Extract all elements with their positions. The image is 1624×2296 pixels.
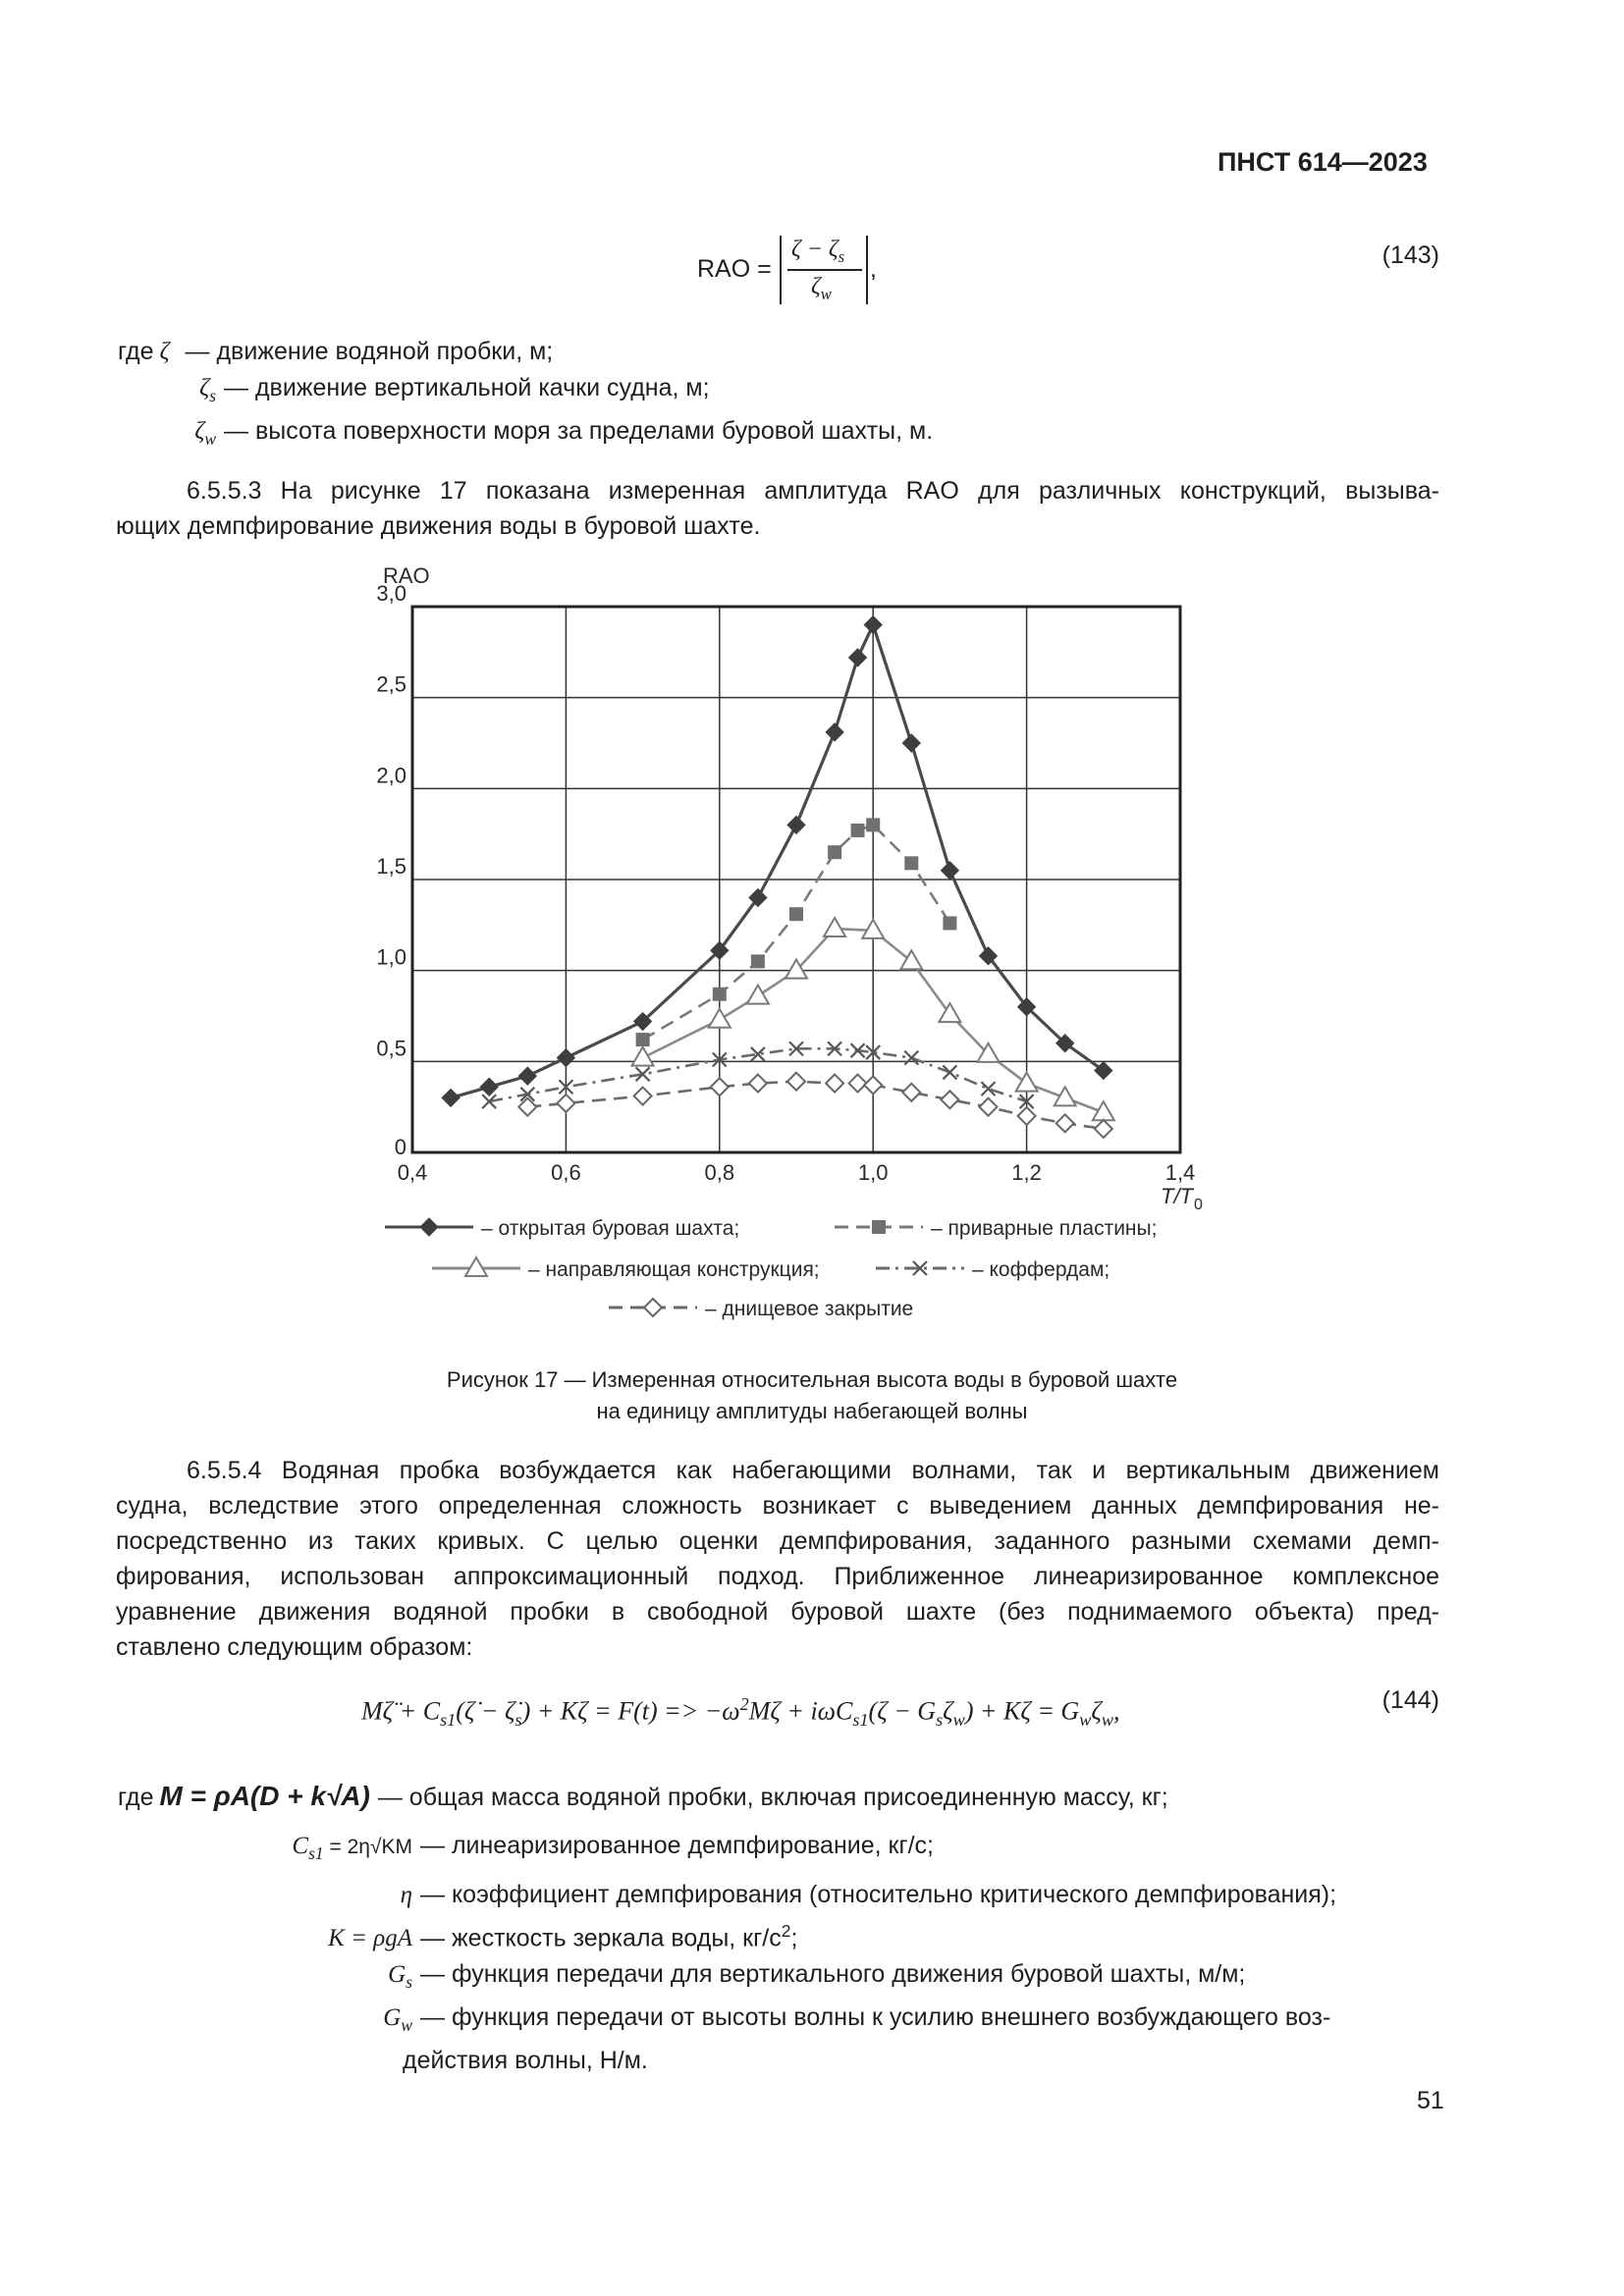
x-axis-label: T/T xyxy=(1161,1184,1193,1208)
data-point xyxy=(902,1084,920,1101)
where-list-1 xyxy=(118,334,933,456)
paragraph-6-5-5-4 xyxy=(116,1453,1439,1665)
y-tick-label: 0 xyxy=(394,1135,406,1159)
data-point xyxy=(1055,1087,1076,1105)
legend-label: – днищевое закрытие xyxy=(705,1298,914,1320)
x-tick-label: 1,4 xyxy=(1164,1160,1196,1185)
legend-label: – открытая буровая шахта; xyxy=(481,1217,740,1240)
data-point xyxy=(826,1075,843,1093)
data-point xyxy=(900,950,922,969)
data-point xyxy=(904,856,918,870)
definition-text: — функция передачи от высоты волны к усилию внешнего возбуждающего воз- xyxy=(420,2003,1331,2032)
definition-row xyxy=(118,1956,1336,2000)
definition-row xyxy=(118,1779,1336,1828)
data-point xyxy=(864,616,882,634)
data-point xyxy=(828,845,841,859)
data-point xyxy=(1095,1120,1112,1138)
caption-line: на единицу амплитуды набегающей волны xyxy=(596,1399,1028,1423)
definition-row xyxy=(118,2000,1336,2043)
data-point xyxy=(787,816,805,833)
data-point xyxy=(787,1073,805,1091)
data-point xyxy=(941,862,958,880)
data-point xyxy=(749,1075,767,1093)
zeta-symbol: ζ xyxy=(791,237,801,262)
data-point xyxy=(866,818,880,831)
data-point xyxy=(851,824,865,837)
y-tick-label: 1,0 xyxy=(376,944,406,970)
symbol: $G_w$ xyxy=(383,2004,412,2036)
where-intro: где xyxy=(118,338,154,365)
data-point xyxy=(518,1067,536,1085)
definition-continuation: действия волны, Н/м. xyxy=(403,2047,648,2075)
data-point xyxy=(1056,1114,1074,1132)
definition-text: — жесткость зеркала воды, $кг/с^2$; xyxy=(420,1921,798,1952)
definition-text: — общая масса водяной пробки, включая присоединенную массу, кг; xyxy=(377,1784,1168,1811)
data-point xyxy=(1018,1107,1036,1125)
definition-text: — движение вертикальной качки судна, м; xyxy=(224,374,710,401)
symbol: K = ρgA xyxy=(328,1925,412,1952)
series-line xyxy=(643,825,950,1040)
fraction-line xyxy=(787,269,862,271)
definition-text: — функция передачи для вертикального движения буровой шахты, м/м; xyxy=(420,1960,1246,1989)
symbol: η xyxy=(400,1882,412,1908)
data-point xyxy=(980,1098,998,1116)
legend-label: – направляющая конструкция; xyxy=(528,1258,820,1281)
equation-144: Mζ̈ + $C_{s1}(\zetȧ$ − $\zetȧ_s) + K\zeta = F(t) => -\omega^2M\zeta + i\omega C_{s1}(\zeta - G_s\zeta_w) + K\zeta = G_w\zeta_w$, xyxy=(361,1694,1120,1730)
data-point xyxy=(982,1082,996,1095)
data-point xyxy=(634,1088,652,1105)
y-tick-label: 2,5 xyxy=(376,671,406,697)
definition-text: — движение водяной пробки, м; xyxy=(185,338,554,365)
paragraph-line: ставлено следующим образом: xyxy=(116,1633,473,1661)
legend-marker xyxy=(644,1299,662,1316)
data-point xyxy=(789,907,803,921)
eq143-numerator xyxy=(791,236,844,271)
paragraph-line: уравнение движения водяной пробки в свободной буровой шахте (без поднимаемого объекта) пред- xyxy=(116,1598,1439,1626)
x-tick-label: 0,8 xyxy=(704,1160,735,1185)
definition-row xyxy=(118,334,933,370)
paragraph-line: 6.5.5.4 Водяная пробка возбуждается как набегающими волнами, так и вертикальным движением xyxy=(187,1457,1439,1484)
symbol: M = ρA(D + k√A) xyxy=(159,1781,370,1811)
subscript: w xyxy=(820,284,832,303)
definition-text: — коэффициент демпфирования (относительно критического демпфирования); xyxy=(420,1881,1337,1908)
data-point xyxy=(1016,1073,1038,1092)
data-point xyxy=(751,954,765,968)
document-code: ПНСТ 614—2023 xyxy=(1218,147,1428,177)
data-point xyxy=(557,1049,574,1067)
data-point xyxy=(943,1065,956,1079)
where-intro: где xyxy=(118,1784,154,1811)
definition-text: — высота поверхности моря за пределами буровой шахты, м. xyxy=(224,417,934,445)
zeta-symbol: ζ xyxy=(811,274,821,299)
minus-symbol: − xyxy=(800,237,829,262)
data-point xyxy=(636,1033,650,1046)
symbol: $C_{s1} = 2\eta√KM$ xyxy=(292,1833,412,1863)
eq143-comma: , xyxy=(870,255,877,283)
data-point xyxy=(826,723,843,741)
data-point xyxy=(557,1095,574,1112)
data-point xyxy=(902,734,920,752)
data-point xyxy=(904,1051,918,1065)
abs-bar-right xyxy=(866,236,868,304)
data-point xyxy=(943,916,956,930)
data-point xyxy=(1093,1101,1114,1120)
definition-row xyxy=(118,413,933,456)
data-point xyxy=(864,1076,882,1094)
paragraph-line: посредственно из таких кривых. С целью оценки демпфирования, заданного разными схемами демп- xyxy=(116,1527,1439,1555)
figure-caption xyxy=(0,1364,1624,1427)
eq143-denominator xyxy=(811,273,832,308)
caption-line: Рисунок 17 — Измеренная относительная высота воды в буровой шахте xyxy=(446,1367,1178,1392)
where-list-2 xyxy=(118,1779,1336,2078)
definition-row xyxy=(118,1828,1336,1877)
data-point xyxy=(939,1003,960,1022)
legend-marker xyxy=(420,1218,438,1236)
series-line xyxy=(451,625,1104,1098)
x-tick-label: 0,6 xyxy=(551,1160,581,1185)
data-point xyxy=(632,1047,654,1066)
data-point xyxy=(849,1075,867,1093)
data-point xyxy=(480,1078,498,1095)
paragraph-line: ющих демпфирование движения воды в буровой шахте. xyxy=(116,512,761,540)
legend-label: – коффердам; xyxy=(972,1258,1110,1281)
data-point xyxy=(709,1009,731,1028)
y-axis-label: RAO xyxy=(383,563,430,588)
eq143-lhs: RAO = xyxy=(697,255,772,283)
definition-row xyxy=(118,370,933,413)
y-tick-label: 2,0 xyxy=(376,763,406,788)
y-tick-label: 3,0 xyxy=(376,581,406,606)
data-point xyxy=(747,986,769,1004)
definition-text: — линеаризированное демпфирование, кг/с; xyxy=(420,1832,934,1859)
data-point xyxy=(713,988,727,1001)
legend-marker xyxy=(872,1220,886,1234)
x-tick-label: 0,4 xyxy=(397,1160,428,1185)
page-number: 51 xyxy=(1417,2087,1444,2114)
rao-chart xyxy=(373,560,1237,1325)
x-tick-label: 1,2 xyxy=(1011,1160,1042,1185)
x-axis-label-subscript: 0 xyxy=(1194,1197,1203,1213)
definition-row xyxy=(118,1913,1336,1956)
abs-bar-left xyxy=(780,236,782,304)
legend-label: – приварные пластины; xyxy=(931,1217,1158,1240)
equation-number-143: (143) xyxy=(1381,241,1439,269)
data-point xyxy=(442,1089,460,1106)
paragraph-line: фирования, использован аппроксимационный подход. Приближенное линеаризированное комплексное xyxy=(116,1563,1439,1590)
data-point xyxy=(711,1078,729,1095)
symbol: $\zeta_w$ xyxy=(194,418,216,449)
y-tick-label: 0,5 xyxy=(376,1036,406,1061)
paragraph-line: 6.5.5.3 На рисунке 17 показана измеренная амплитуда RAO для различных конструкций, вызыва- xyxy=(187,477,1439,505)
equation-number-144: (144) xyxy=(1381,1686,1439,1714)
paragraph-6-5-5-3 xyxy=(116,473,1439,544)
data-point xyxy=(941,1091,958,1108)
definition-row xyxy=(118,1877,1336,1913)
y-tick-label: 1,5 xyxy=(376,854,406,879)
subscript: s xyxy=(838,246,845,266)
data-point xyxy=(849,649,867,667)
data-point xyxy=(824,918,845,936)
paragraph-line: судна, вследствие этого определенная сложность возникает с выведением данных демпфирования не- xyxy=(116,1492,1439,1520)
symbol: $G_s$ xyxy=(388,1961,412,1993)
symbol: $\zeta_s$ xyxy=(199,375,216,405)
x-tick-label: 1,0 xyxy=(857,1160,889,1185)
equation-143 xyxy=(697,232,893,310)
symbol: ζ xyxy=(159,339,170,365)
zeta-symbol: ζ xyxy=(828,237,839,262)
